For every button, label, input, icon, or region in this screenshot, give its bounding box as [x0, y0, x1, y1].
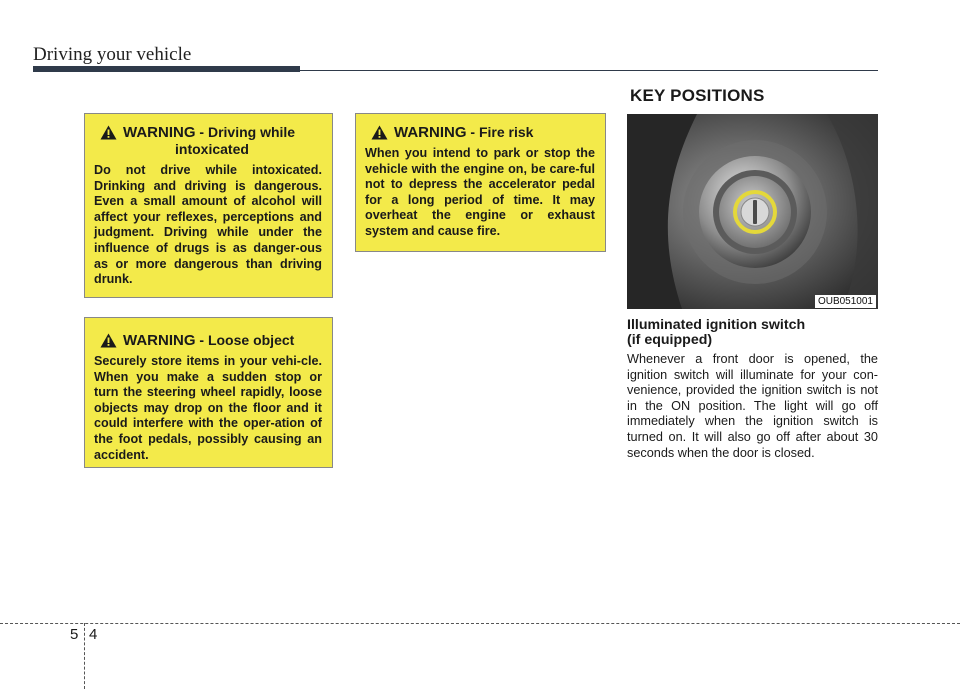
- section-body-text: Whenever a front door is opened, the ignition switch will illuminate for your con-venience, provided the ignition switch is not in the ON position. The light will go off immediately when the ignition switch is turned on. It will also go off after about 30 seconds when the door is closed.: [627, 352, 878, 460]
- figure-code: OUB051001: [815, 295, 876, 308]
- header-bar: [33, 66, 300, 72]
- warning-box-fire-risk: [355, 113, 606, 252]
- section-title: KEY POSITIONS: [630, 86, 765, 105]
- header-title: Driving your vehicle: [33, 44, 192, 65]
- footer-rule: [0, 623, 960, 624]
- warning-title: WARNING - Driving while intoxicated: [123, 124, 296, 157]
- warning-subtitle: Fire risk: [478, 124, 534, 140]
- subsection-heading-line1: Illuminated ignition switch: [627, 317, 806, 333]
- chapter-number: 5: [70, 626, 79, 643]
- warning-body: When you intend to park or stop the vehicle with the engine on, be care-ful not to depress the accelerator pedal for a long period of time. It may overheat the engine or exhaust system and cause fire.: [365, 146, 595, 238]
- subsection-heading: [627, 318, 878, 348]
- footer-divider: [84, 623, 85, 689]
- warning-triangle-icon: [371, 125, 388, 140]
- warning-body: Securely store items in your vehi-cle. When you make a sudden stop or turn the steering wheel rapidly, loose objects may drop on the floor and it could interfere with the oper-ation of the foot pedals, possibly causing an accident.: [94, 354, 322, 462]
- page-number: 4: [89, 626, 98, 643]
- warning-label: WARNING: [394, 124, 467, 141]
- warning-triangle-icon: [100, 333, 117, 348]
- warning-body: Do not drive while intoxicated. Drinking and driving is dangerous. Even a small amount of alcohol will affect your reflexes, perceptions and judgment. Driving while under the influence of drugs is as danger-ous as or more dangerous than driving drunk.: [94, 163, 322, 287]
- header-rule: [300, 70, 878, 71]
- warning-label: WARNING: [123, 332, 196, 349]
- warning-title: WARNING - Fire risk: [394, 124, 534, 141]
- warning-subtitle: Driving while: [207, 124, 296, 140]
- warning-title: WARNING - Loose object: [123, 332, 295, 349]
- warning-label: WARNING: [123, 124, 196, 141]
- warning-header: [365, 124, 595, 141]
- warning-subtitle-line2: intoxicated: [175, 141, 249, 157]
- ignition-switch-illustration: [627, 114, 878, 309]
- warning-subtitle: Loose object: [207, 332, 295, 348]
- ignition-switch-photo: [627, 114, 878, 309]
- warning-box-loose-object: [84, 317, 333, 468]
- warning-box-intoxicated: [84, 113, 333, 298]
- subsection-heading-line2: (if equipped): [627, 332, 713, 348]
- warning-header: [94, 124, 322, 158]
- warning-triangle-icon: [100, 125, 117, 140]
- warning-header: [94, 332, 322, 349]
